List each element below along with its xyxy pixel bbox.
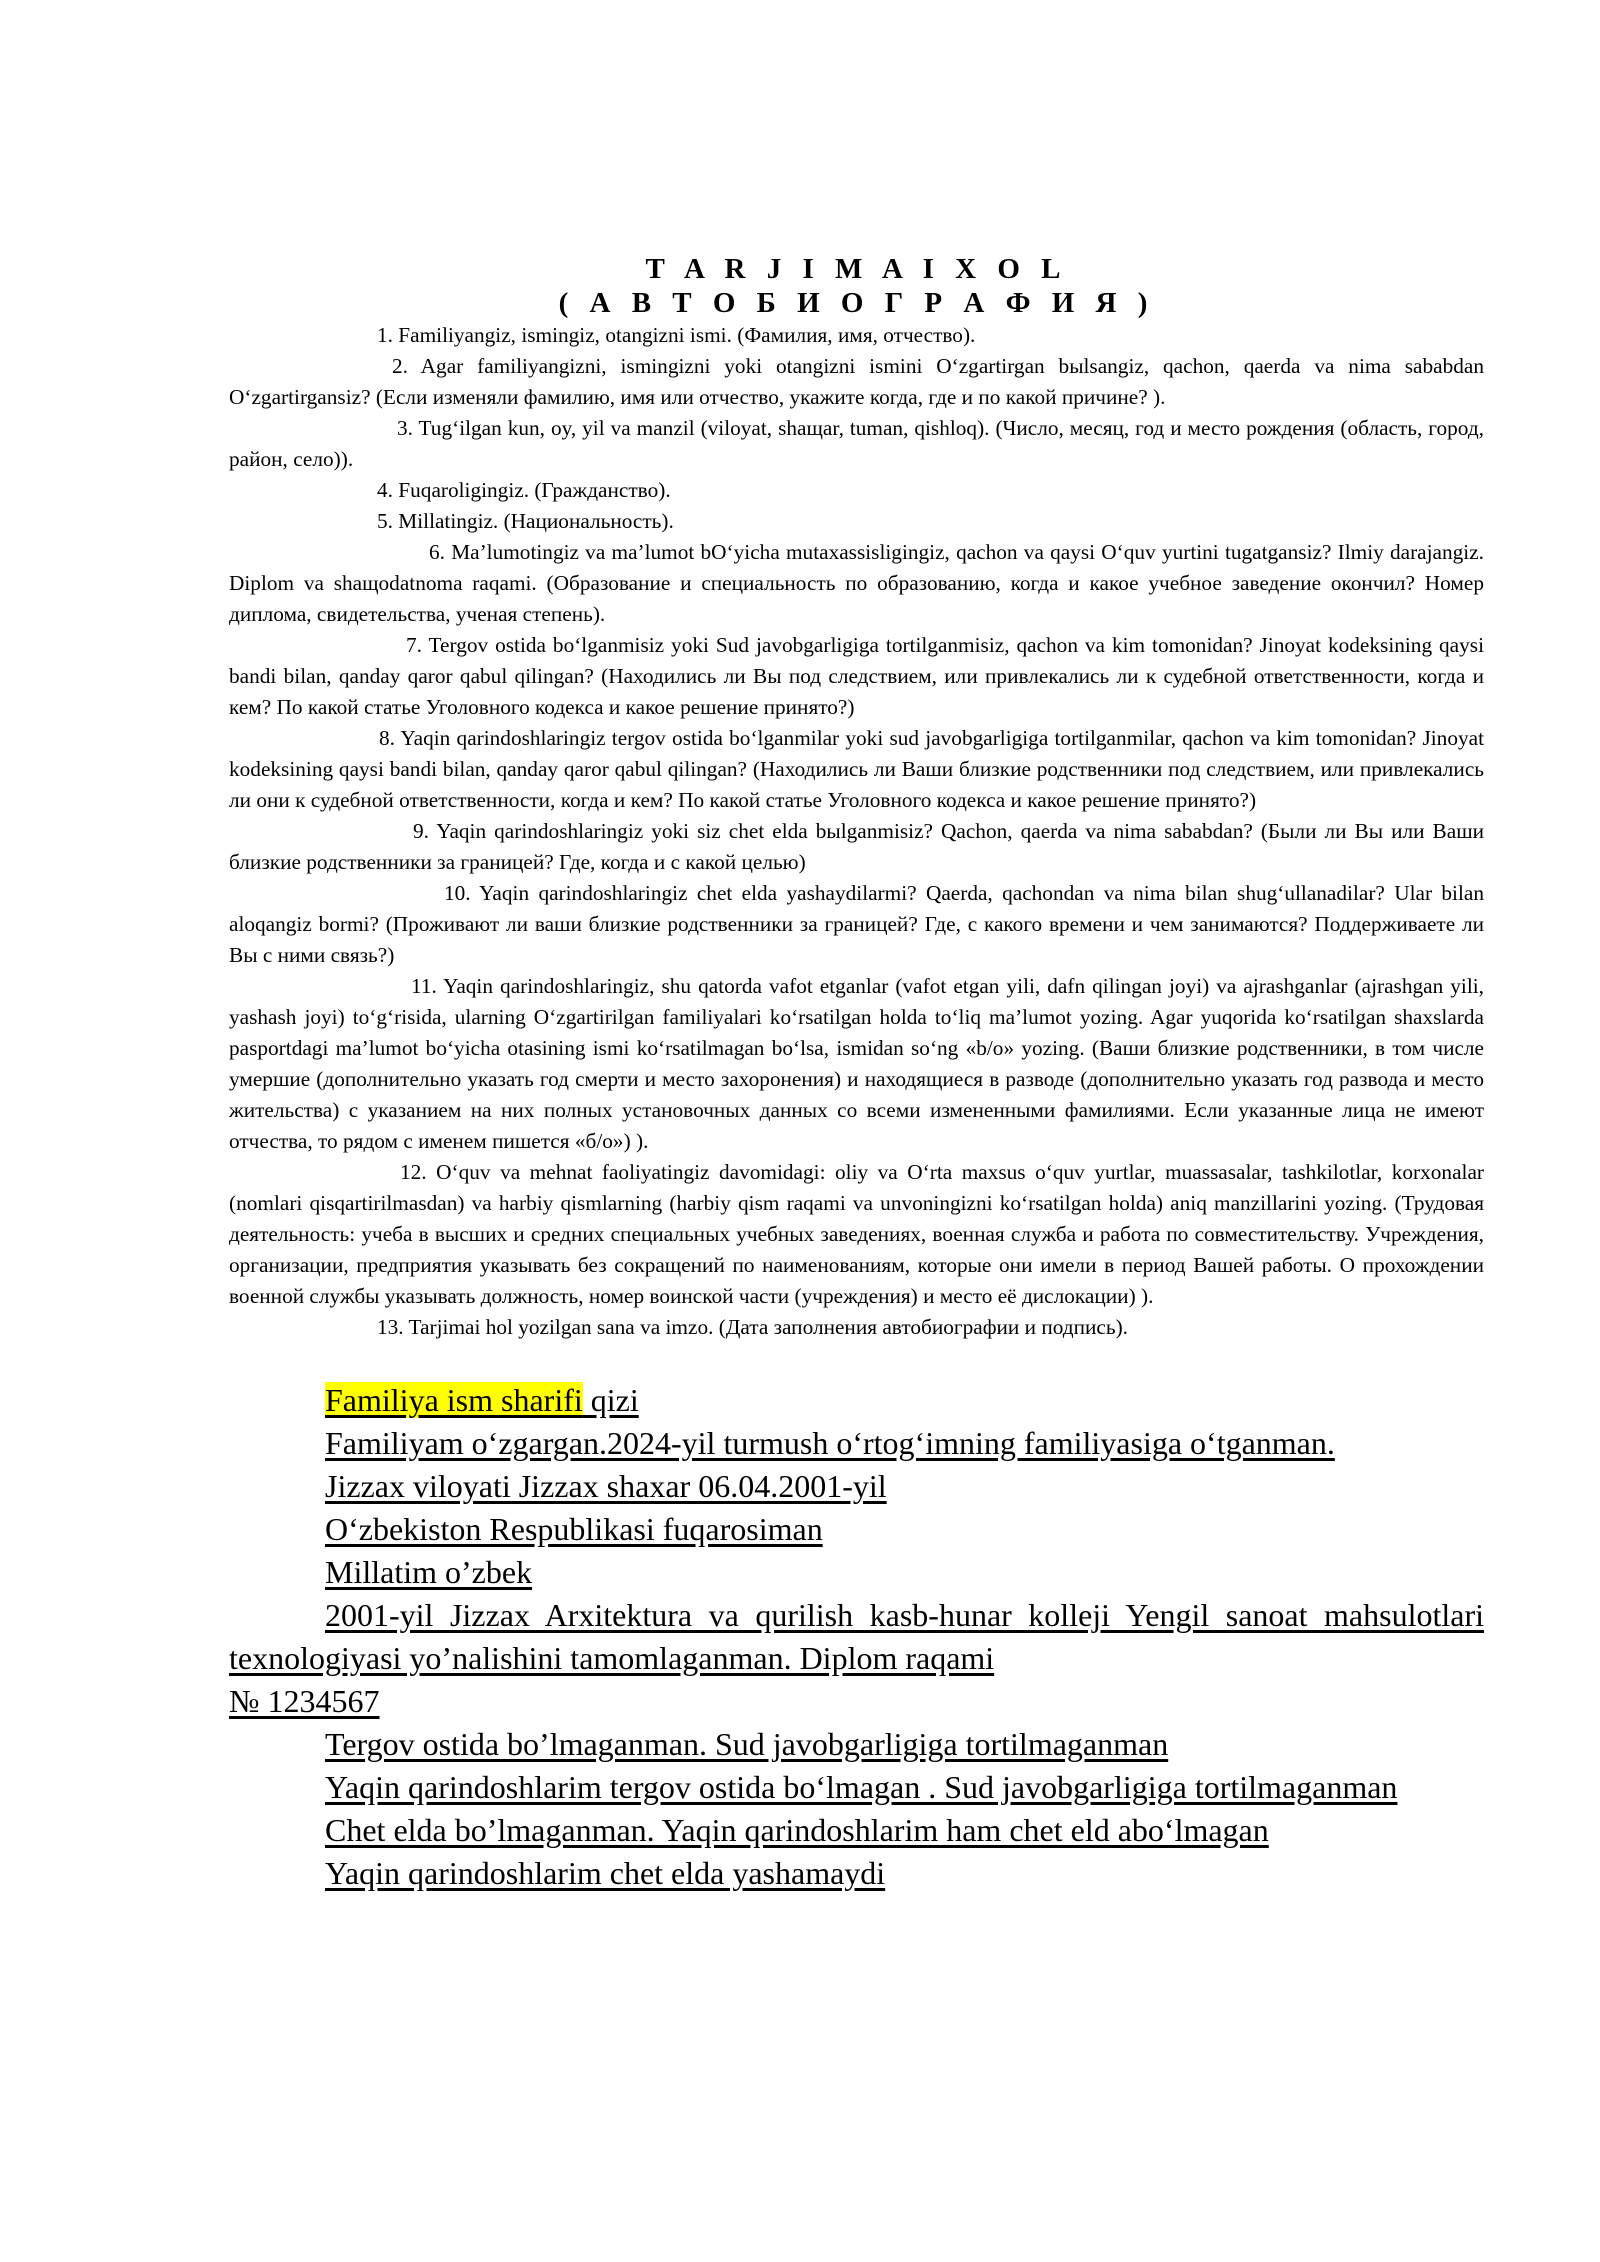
answer-birth: Jizzax viloyati Jizzax shaxar 06.04.2001-yil (325, 1468, 887, 1504)
answer-name (229, 1379, 1484, 1422)
answer-nationality: Millatim o’zbek (325, 1554, 533, 1590)
document-subtitle: ( А В Т О Б И О Г Р А Ф И Я ) (558, 287, 1155, 319)
question-11: 11. Yaqin qarindoshlaringiz, shu qatorda vafot etganlar (vafot etgan yili, dafn qilingan joyi) va ajrashganlar (ajrashgan yili, yashash joyi) to‘g‘risida, ularning O‘zgartirilgan familiyalari ko‘rsatilgan holda to‘liq ma’lumot yozing. Agar yuqorida ko‘rsatilgan shaxslarda pasportdagi ma’lumot bo‘yicha otasining ismi ko‘rsatilmagan bo‘lsa, ismidan so‘ng «b/o» yozing. (Ваши близкие родственники, в том числе умершие (дополнительно указать год смерти и место захоронения) и находящиеся в разводе (дополнительно указать год развода и место жительства) с указанием на них полных установочных данных со всеми измененными фамилиями. Если указанные лица не имеют отчества, то рядом с именем пишется «б/о») ). (229, 974, 1484, 1153)
question-2: 2. Agar familiyangizni, ismingizni yoki otangizni ismini O‘zgartirgan bыlsangiz, qachon, qaerda va nima sababdan O‘zgartirgansiz? (Если изменяли фамилию, имя или отчество, укажите когда, где и по какой причине? ). (229, 354, 1484, 409)
question-13: 13. Tarjimai hol yozilgan sana va imzo. (Дата заполнения автобиографии и подпись). (377, 1315, 1128, 1339)
question-9: 9. Yaqin qarindoshlaringiz yoki siz chet elda bыlganmisiz? Qachon, qaerda va nima sababdan? (Были ли Вы или Ваши близкие родственники за границей? Где, когда и с какой целью) (229, 819, 1484, 874)
question-7: 7. Tergov ostida bo‘lganmisiz yoki Sud javobgarligiga tortilganmisiz, qachon va kim tomonidan? Jinoyat kodeksining qaysi bandi bilan, qanday qaror qabul qilingan? (Находились ли Вы под следствием, или привлекались ли к судебной ответственности, когда и кем? По какой статье Уголовного кодекса и какое решение принято?) (229, 633, 1484, 719)
highlighted-name-placeholder: Familiya ism sharifi (325, 1382, 583, 1418)
question-4: 4. Fuqaroligingiz. (Гражданство). (377, 478, 671, 502)
answer-diploma-number: № 1234567 (229, 1683, 380, 1719)
answer-relatives-abroad: Yaqin qarindoshlarim chet elda yashamaydi (325, 1855, 886, 1891)
question-6: 6. Ma’lumotingiz va ma’lumot bO‘yicha mutaxassisligingiz, qachon va qaysi O‘quv yurtini tugatgansiz? Ilmiy darajangiz. Diplom va shaщodatnoma raqami. (Образование и специальность по образованию, когда и какое учебное заведение окончил? Номер диплома, свидетельства, ученая степень). (229, 540, 1484, 626)
question-8: 8. Yaqin qarindoshlaringiz tergov ostida bo‘lganmilar yoki sud javobgarligiga tortilganmilar, qachon va kim tomonidan? Jinoyat kodeksining qaysi bandi bilan, qanday qaror qabul qilingan? (Находились ли Ваши близкие родственники под следствием, или привлекались ли они к судебной ответственности, когда и кем? По какой статье Уголовного кодекса и какое решение принято?) (229, 726, 1484, 812)
question-1: 1. Familiyangiz, ismingiz, otangizni ismi. (Фамилия, имя, отчество). (377, 323, 976, 347)
answer-abroad: Chet elda bo’lmaganman. Yaqin qarindoshlarim ham chet eld abo‘lmagan (325, 1812, 1269, 1848)
answer-education: 2001-yil Jizzax Arxitektura va qurilish kasb-hunar kolleji Yengil sanoat mahsulotlari texnologiyasi yo’nalishini tamomlaganman. Diplom raqami (229, 1597, 1484, 1676)
answers-section (229, 1379, 1484, 1895)
document-title: T A R J I M A I X O L (645, 253, 1068, 285)
answer-name-rest: qizi (582, 1382, 639, 1418)
answer-investigation-self: Tergov ostida bo’lmaganman. Sud javobgarligiga tortilmaganman (325, 1726, 1169, 1762)
question-12: 12. O‘quv va mehnat faoliyatingiz davomidagi: oliy va O‘rta maxsus o‘quv yurtlar, muassasalar, tashkilotlar, korxonalar (nomlari qisqartirilmasdan) va harbiy qismlarning (harbiy qism raqami va unvoningizni ko‘rsatilgan holda) aniq manzillarini yozing. (Трудовая деятельность: учеба в высших и средних специальных учебных заведениях, военная служба и работа по совместительству. Учреждения, организации, предприятия указывать без сокращений по наименованиям, которые они имели в период Вашей работы. О прохождении военной службы указывать должность, номер воинской части (учреждения) и место её дислокации) ). (229, 1160, 1484, 1308)
question-5: 5. Millatingiz. (Национальность). (377, 509, 674, 533)
answer-citizenship: O‘zbekiston Respublikasi fuqarosiman (325, 1511, 823, 1547)
questions-list (229, 320, 1484, 1343)
question-10: 10. Yaqin qarindoshlaringiz chet elda yashaydilarmi? Qaerda, qachondan va nima bilan shug‘ullanadilar? Ular bilan aloqangiz bormi? (Проживают ли ваши близкие родственники за границей? Где, с какого времени и чем занимаются? Поддерживаете ли Вы с ними связь?) (229, 881, 1484, 967)
answer-investigation-relatives: Yaqin qarindoshlarim tergov ostida bo‘lmagan . Sud javobgarligiga tortilmaganman (325, 1769, 1398, 1805)
answer-surname-change: Familiyam o‘zgargan.2024-yil turmush o‘rtog‘imning familiyasiga o‘tganman. (325, 1425, 1335, 1461)
document-body (229, 252, 1484, 1895)
question-3: 3. Tug‘ilgan kun, oy, yil va manzil (viloyat, shaщar, tuman, qishloq). (Число, месяц, год и место рождения (область, город, район, село)). (229, 416, 1484, 471)
